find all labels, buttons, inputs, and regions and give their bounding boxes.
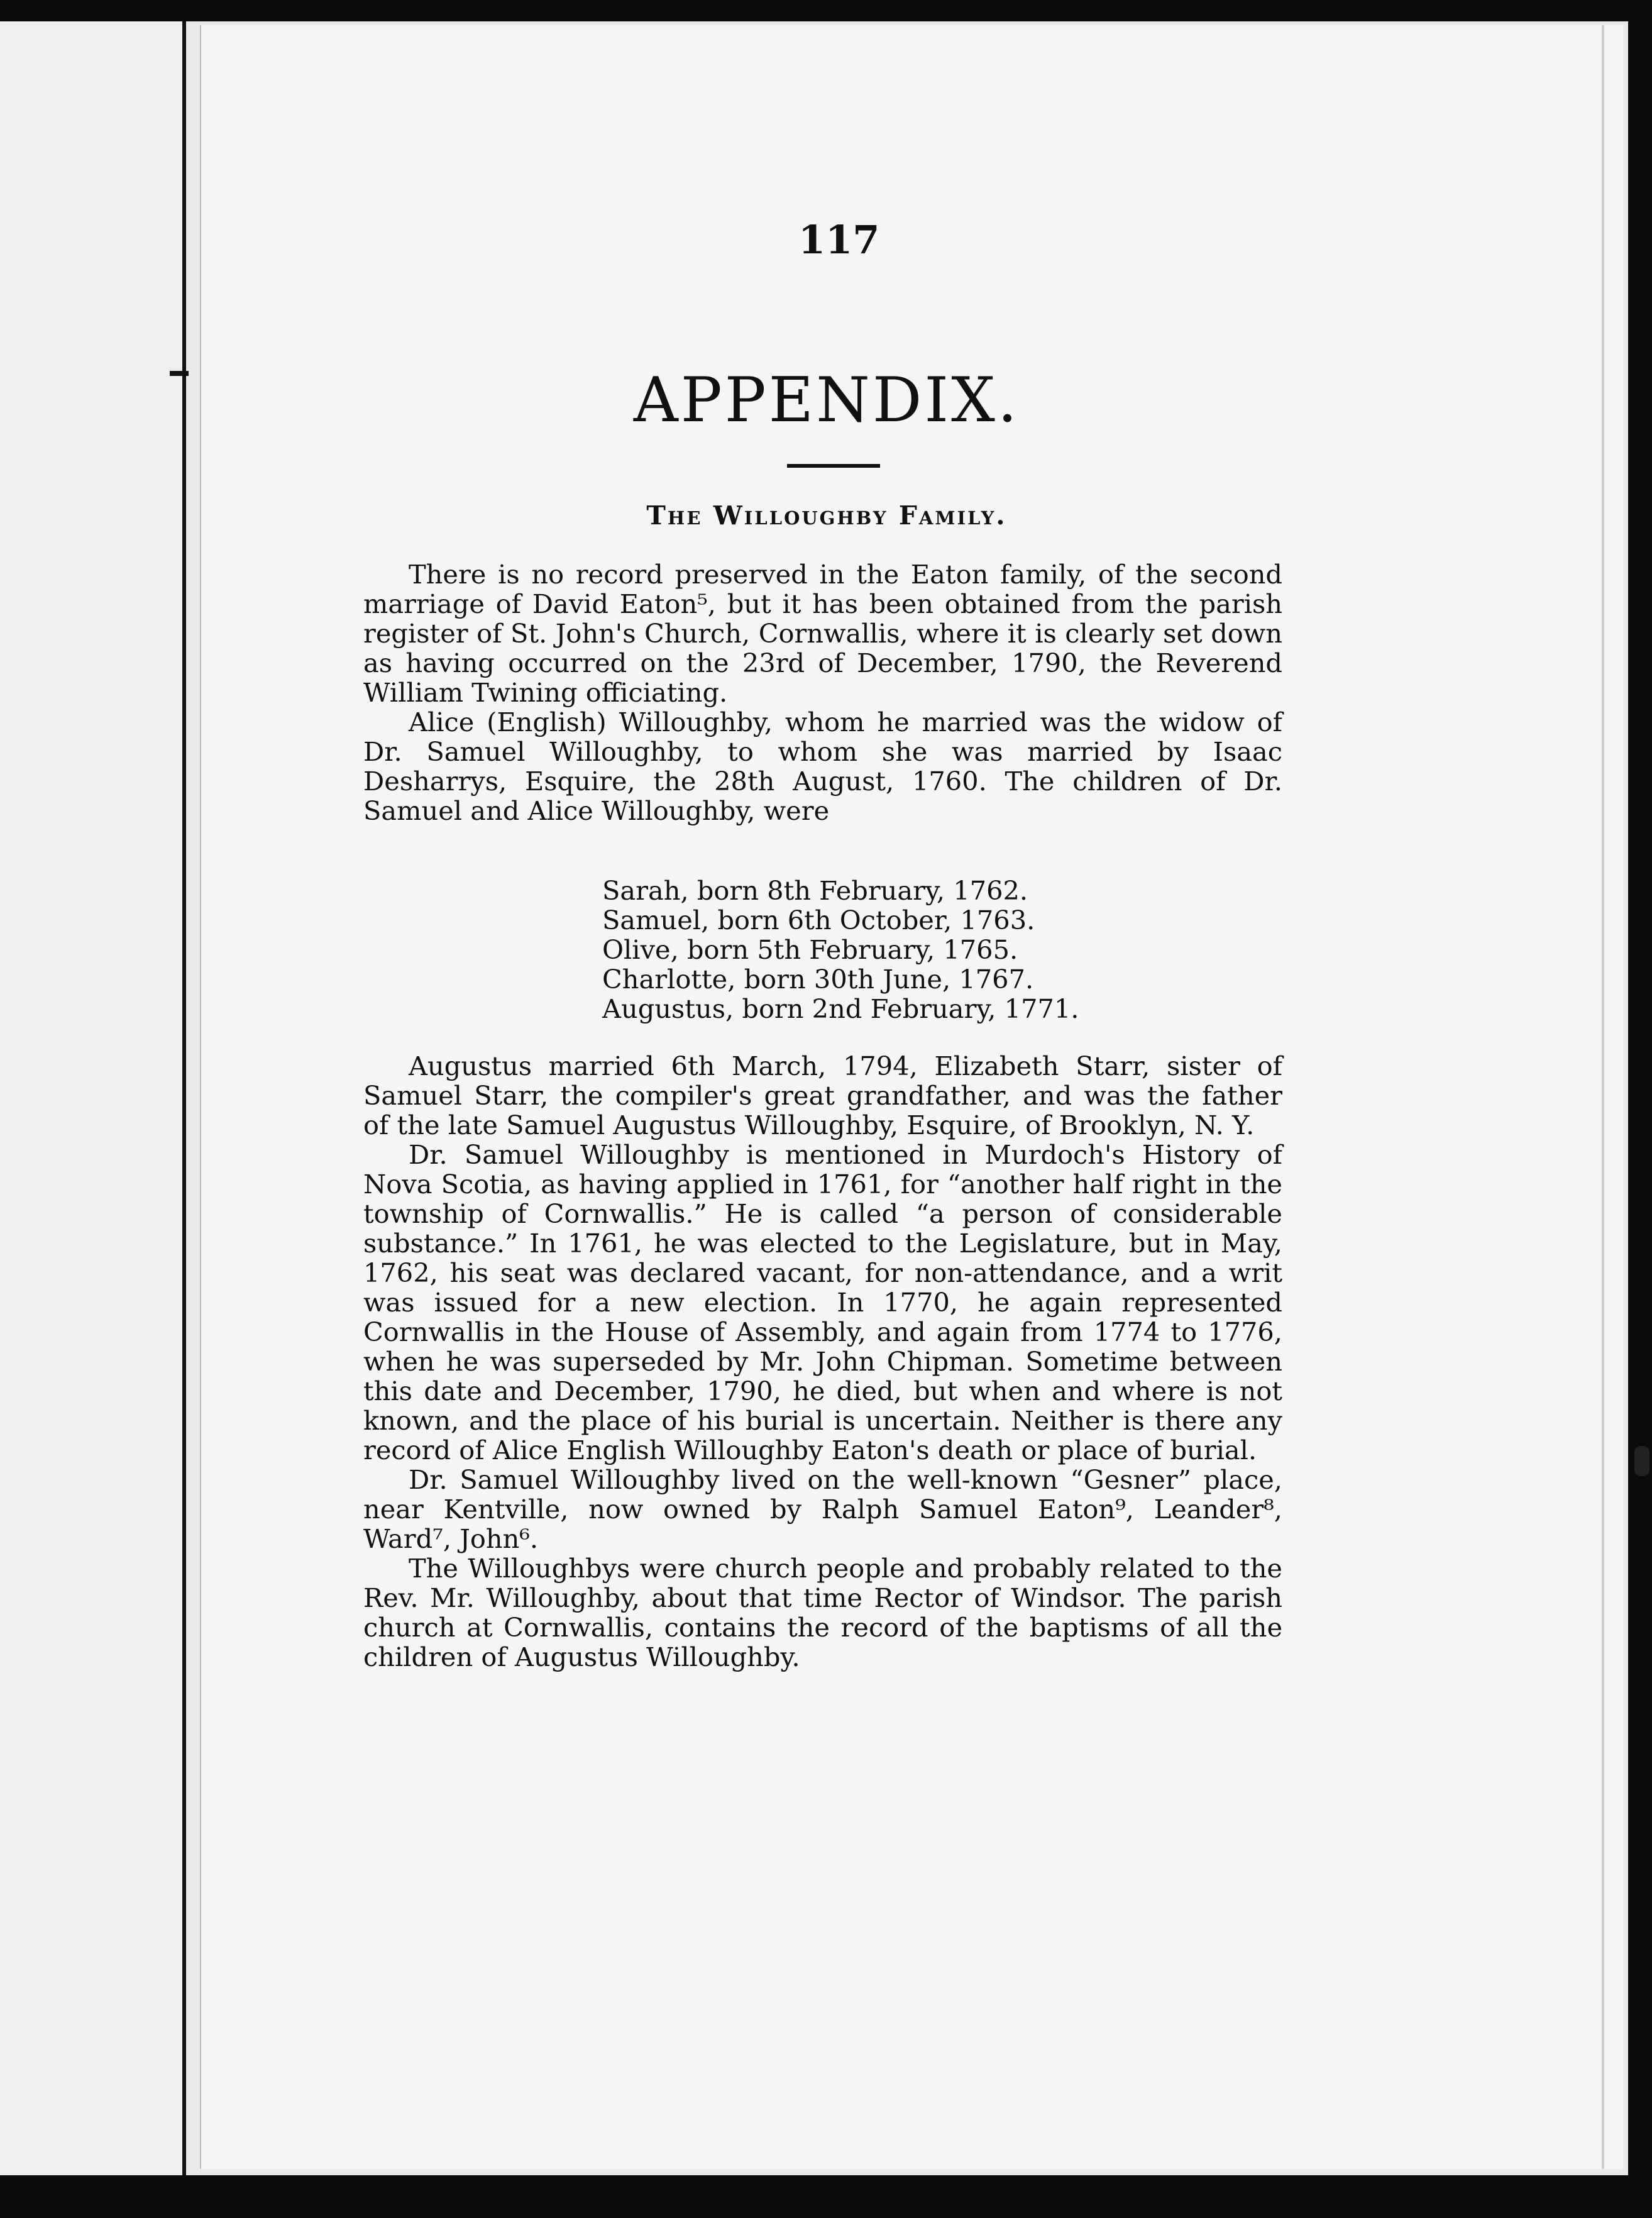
- binding-mark: [170, 371, 189, 376]
- page-title: APPENDIX.: [633, 365, 1020, 436]
- paragraph: Alice (English) Willoughby, whom he married was the widow of Dr. Samuel Willoughby, to whom she was married by Isaac Desharrys, Esquire, the 28th August, 1760. The children of Dr. Samuel and Alice Willoughby, were: [363, 707, 1282, 826]
- page-number: 117: [798, 217, 880, 263]
- scan-border-top: [0, 0, 1652, 21]
- section-title: The Willoughby Family.: [646, 500, 1007, 531]
- children-list: [602, 876, 1168, 1023]
- title-rule: [787, 464, 880, 468]
- text-block-main: [363, 1051, 1282, 1672]
- list-item: Augustus, born 2nd February, 1771.: [602, 993, 1079, 1024]
- facing-page-edge: [0, 21, 186, 2175]
- edge-mark: [1634, 1446, 1649, 1476]
- scan-border-bottom: [0, 2175, 1652, 2218]
- paragraph: The Willoughbys were church people and probably related to the Rev. Mr. Willoughby, about that time Rector of Windsor. The parish church at Cornwallis, contains the record of the baptisms of all the children of Augustus Willoughby.: [363, 1553, 1282, 1672]
- list-item: Charlotte, born 30th June, 1767.: [602, 964, 1034, 995]
- list-item: Samuel, born 6th October, 1763.: [602, 905, 1035, 935]
- paragraph: Augustus married 6th March, 1794, Elizabeth Starr, sister of Samuel Starr, the compiler's great grandfather, and was the father of the late Samuel Augustus Willoughby, Esquire, of Brooklyn, N. Y.: [363, 1051, 1282, 1140]
- page-edge: [1602, 25, 1604, 2169]
- text-block-intro: [363, 560, 1282, 825]
- paragraph: Dr. Samuel Willoughby lived on the well-known “Gesner” place, near Kentville, now owned by Ralph Samuel Eaton⁹, Leander⁸, Ward⁷, John⁶.: [363, 1464, 1282, 1554]
- paragraph: There is no record preserved in the Eaton family, of the second marriage of David Eaton⁵, but it has been obtained from the parish register of St. John's Church, Cornwallis, where it is clearly set down as having occurred on the 23rd of December, 1790, the Reverend William Twining officiating.: [363, 559, 1282, 708]
- list-item: Sarah, born 8th February, 1762.: [602, 875, 1028, 906]
- paragraph: Dr. Samuel Willoughby is mentioned in Murdoch's History of Nova Scotia, as having applied in 1761, for “another half right in the township of Cornwallis.” He is called “a person of considerable substance.” In 1761, he was elected to the Legislature, but in May, 1762, his seat was declared vacant, for non-attendance, and a writ was issued for a new election. In 1770, he again represented Cornwallis in the House of Assembly, and again from 1774 to 1776, when he was superseded by Mr. John Chipman. Sometime between this date and December, 1790, he died, but when and where is not known, and the place of his burial is uncertain. Neither is there any record of Alice English Willoughby Eaton's death or place of burial.: [363, 1139, 1282, 1465]
- scan-border-right: [1628, 0, 1652, 2218]
- list-item: Olive, born 5th February, 1765.: [602, 934, 1018, 965]
